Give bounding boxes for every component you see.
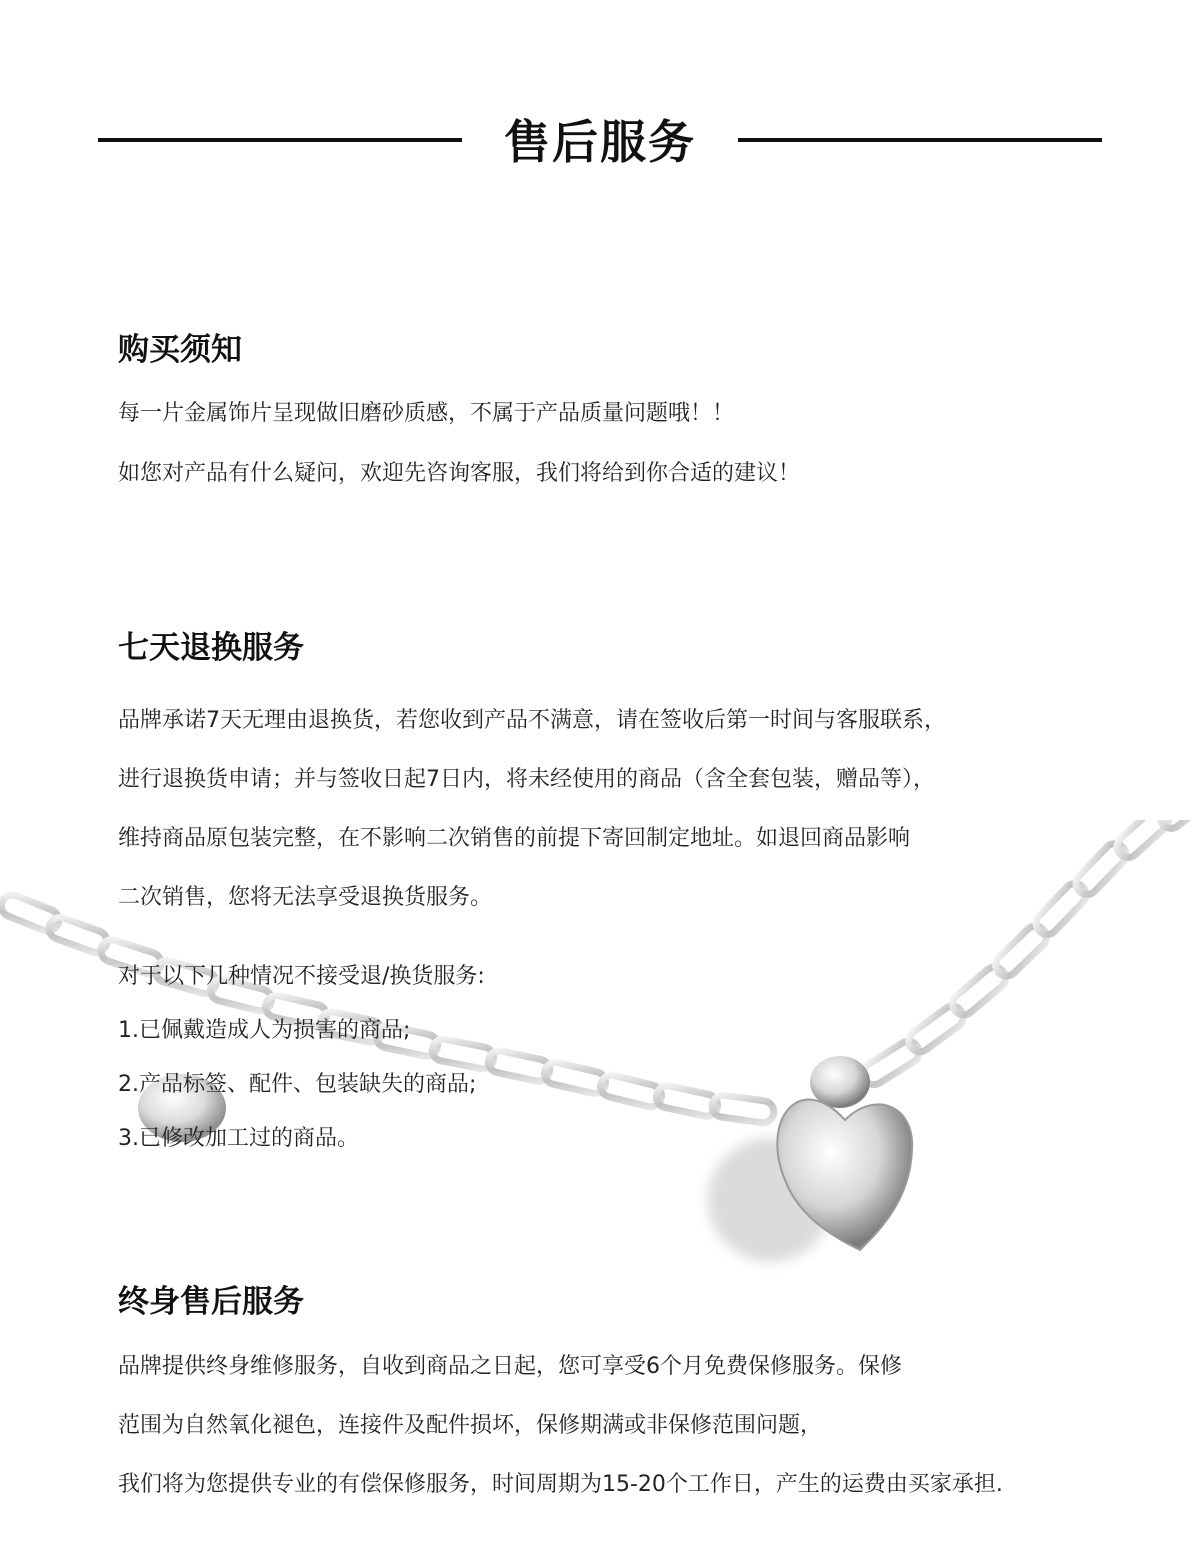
exclusions-item: 1.已佩戴造成人为损害的商品; (118, 1018, 411, 1043)
seven-day-return-line: 维持商品原包装完整，在不影响二次销售的前提下寄回制定地址。如退回商品影响 (118, 826, 911, 851)
purchase-notice-line: 如您对产品有什么疑问，欢迎先咨询客服，我们将给到你合适的建议！ (118, 461, 801, 486)
exclusions-section (118, 950, 1158, 1166)
lifetime-service-section (118, 1280, 1158, 1514)
exclusions-item: 2.产品标签、配件、包装缺失的商品; (118, 1072, 477, 1097)
seven-day-return-line: 品牌承诺7天无理由退换货，若您收到产品不满意，请在签收后第一时间与客服联系， (118, 708, 946, 733)
page-header (0, 100, 1200, 180)
lifetime-service-body (118, 1337, 1158, 1514)
seven-day-return-section (118, 626, 1158, 927)
purchase-notice-section (118, 328, 1158, 504)
seven-day-return-body (118, 691, 1158, 927)
exclusions-item: 3.已修改加工过的商品。 (118, 1126, 359, 1151)
purchase-notice-heading: 购买须知 (118, 332, 242, 368)
page-title: 售后服务 (504, 115, 696, 169)
lifetime-service-line: 范围为自然氧化褪色，连接件及配件损坏，保修期满或非保修范围问题， (118, 1413, 823, 1438)
header-rule-right (738, 138, 1102, 142)
purchase-notice-body (118, 384, 1158, 504)
exclusions-intro: 对于以下几种情况不接受退/换货服务: (118, 964, 485, 989)
seven-day-return-line: 进行退换货申请；并与签收日起7日内，将未经使用的商品（含全套包装，赠品等）， (118, 767, 935, 792)
seven-day-return-heading: 七天退换服务 (118, 630, 304, 666)
lifetime-service-line: 我们将为您提供专业的有偿保修服务，时间周期为15-20个工作日，产生的运费由买家承担. (118, 1472, 1003, 1497)
lifetime-service-line: 品牌提供终身维修服务，自收到商品之日起，您可享受6个月免费保修服务。保修 (118, 1354, 902, 1379)
seven-day-return-line: 二次销售，您将无法享受退换货服务。 (118, 885, 493, 910)
purchase-notice-line: 每一片金属饰片呈现做旧磨砂质感，不属于产品质量问题哦！！ (118, 401, 735, 426)
lifetime-service-heading: 终身售后服务 (118, 1284, 304, 1320)
header-rule-left (98, 138, 462, 142)
